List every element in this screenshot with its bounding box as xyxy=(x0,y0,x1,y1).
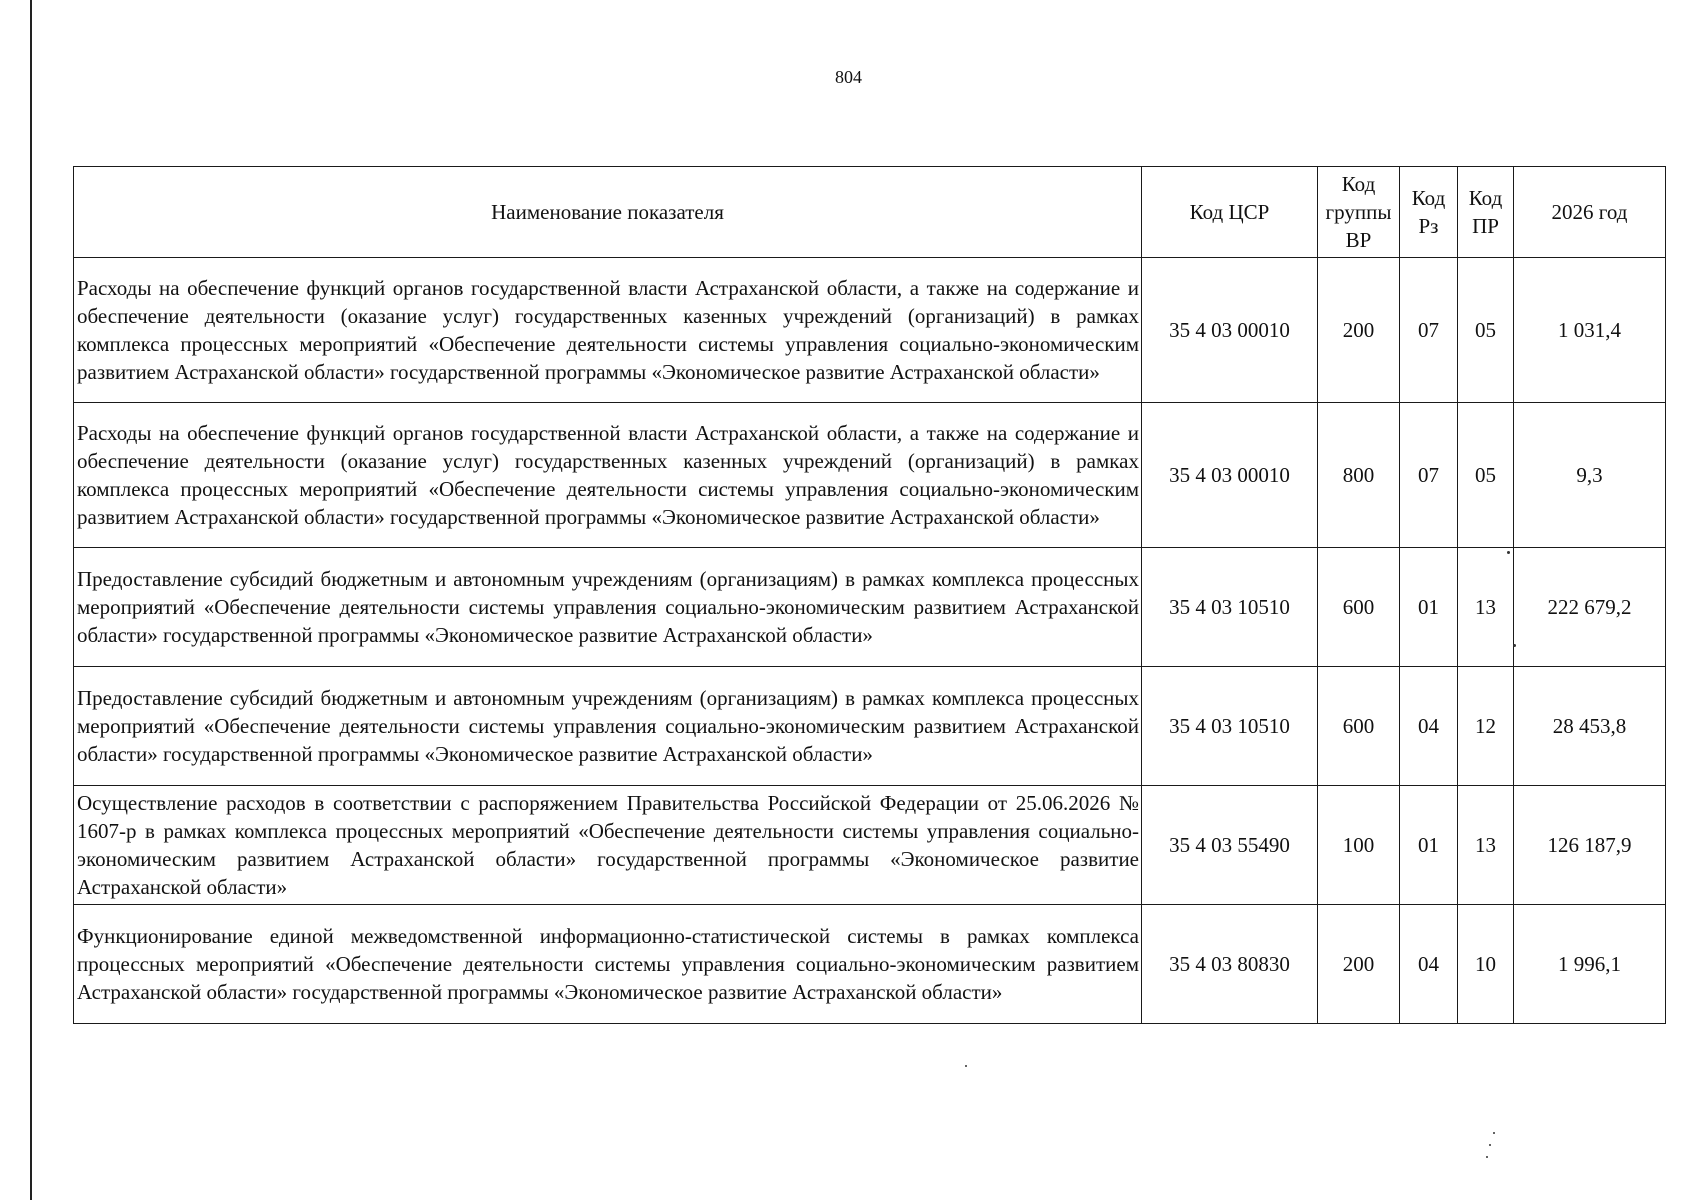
scan-speck xyxy=(1493,1132,1495,1134)
scan-speck xyxy=(1486,1156,1488,1158)
row-vr: 200 xyxy=(1318,258,1400,403)
row-name: Предоставление субсидий бюджетным и автономным учреждениям (организациям) в рамках комплекса процессных мероприятий «Обеспечение деятельности системы управления социально-экономическим развитием Астраханской области» государственной программы «Экономическое развитие Астраханской области» xyxy=(74,667,1142,786)
table-row xyxy=(74,403,1666,548)
row-pr: 10 xyxy=(1458,905,1514,1024)
row-vr: 600 xyxy=(1318,667,1400,786)
header-pr: Код ПР xyxy=(1458,167,1514,258)
row-amount: 28 453,8 xyxy=(1514,667,1666,786)
row-amount: 126 187,9 xyxy=(1514,786,1666,905)
page-number: 804 xyxy=(835,67,862,87)
row-vr: 600 xyxy=(1318,548,1400,667)
row-amount: 1 996,1 xyxy=(1514,905,1666,1024)
row-rz: 01 xyxy=(1400,548,1458,667)
row-rz: 04 xyxy=(1400,667,1458,786)
row-amount: 1 031,4 xyxy=(1514,258,1666,403)
table-row xyxy=(74,258,1666,403)
scan-speck xyxy=(965,1065,967,1067)
row-csr: 35 4 03 00010 xyxy=(1142,258,1318,403)
row-rz: 04 xyxy=(1400,905,1458,1024)
scan-margin-line xyxy=(30,0,32,1200)
row-name: Расходы на обеспечение функций органов государственной власти Астраханской области, а также на содержание и обеспечение деятельности (оказание услуг) государственных казенных учреждений (организаций) в рамках комплекса процессных мероприятий «Обеспечение деятельности системы управления социально-экономическим развитием Астраханской области» государственной программы «Экономическое развитие Астраханской области» xyxy=(74,258,1142,403)
row-rz: 01 xyxy=(1400,786,1458,905)
row-amount: 222 679,2 xyxy=(1514,548,1666,667)
row-vr: 200 xyxy=(1318,905,1400,1024)
budget-table xyxy=(73,166,1666,1024)
row-name: Расходы на обеспечение функций органов государственной власти Астраханской области, а также на содержание и обеспечение деятельности (оказание услуг) государственных казенных учреждений (организаций) в рамках комплекса процессных мероприятий «Обеспечение деятельности системы управления социально-экономическим развитием Астраханской области» государственной программы «Экономическое развитие Астраханской области» xyxy=(74,403,1142,548)
row-pr: 05 xyxy=(1458,403,1514,548)
scan-speck xyxy=(1489,1144,1491,1146)
row-vr: 100 xyxy=(1318,786,1400,905)
table-row xyxy=(74,786,1666,905)
row-pr: 13 xyxy=(1458,786,1514,905)
row-name: Осуществление расходов в соответствии с распоряжением Правительства Российской Федерации от 25.06.2026 № 1607-р в рамках комплекса процессных мероприятий «Обеспечение деятельности системы управления социально-экономическим развитием Астраханской области» государственной программы «Экономическое развитие Астраханской области» xyxy=(74,786,1142,905)
row-name: Функционирование единой межведомственной информационно-статистической системы в рамках комплекса процессных мероприятий «Обеспечение деятельности системы управления социально-экономическим развитием Астраханской области» государственной программы «Экономическое развитие Астраханской области» xyxy=(74,905,1142,1024)
row-csr: 35 4 03 00010 xyxy=(1142,403,1318,548)
row-rz: 07 xyxy=(1400,258,1458,403)
table-row xyxy=(74,667,1666,786)
table-row xyxy=(74,905,1666,1024)
header-rz: Код Рз xyxy=(1400,167,1458,258)
row-csr: 35 4 03 55490 xyxy=(1142,786,1318,905)
row-name: Предоставление субсидий бюджетным и автономным учреждениям (организациям) в рамках комплекса процессных мероприятий «Обеспечение деятельности системы управления социально-экономическим развитием Астраханской области» государственной программы «Экономическое развитие Астраханской области» xyxy=(74,548,1142,667)
table-row xyxy=(74,548,1666,667)
header-year: 2026 год xyxy=(1514,167,1666,258)
row-csr: 35 4 03 10510 xyxy=(1142,667,1318,786)
row-vr: 800 xyxy=(1318,403,1400,548)
row-rz: 07 xyxy=(1400,403,1458,548)
row-csr: 35 4 03 80830 xyxy=(1142,905,1318,1024)
scan-speck xyxy=(1507,551,1510,554)
table-header-row xyxy=(74,167,1666,258)
row-amount: 9,3 xyxy=(1514,403,1666,548)
header-csr: Код ЦСР xyxy=(1142,167,1318,258)
row-pr: 12 xyxy=(1458,667,1514,786)
scan-speck xyxy=(1513,644,1516,647)
row-pr: 13 xyxy=(1458,548,1514,667)
row-pr: 05 xyxy=(1458,258,1514,403)
header-vr: Код группы ВР xyxy=(1318,167,1400,258)
header-name: Наименование показателя xyxy=(74,167,1142,258)
row-csr: 35 4 03 10510 xyxy=(1142,548,1318,667)
